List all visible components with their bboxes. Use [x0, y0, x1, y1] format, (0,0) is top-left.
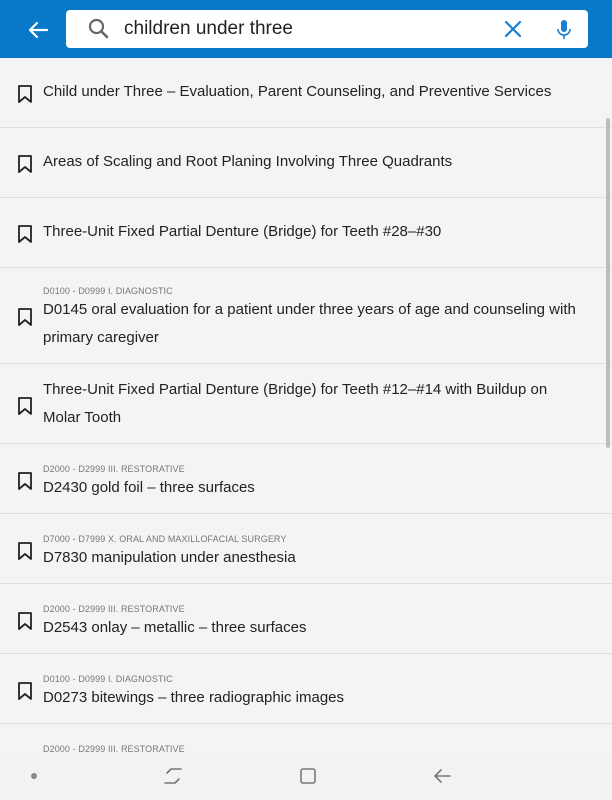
- home-square-icon: [299, 767, 317, 785]
- bookmark-icon[interactable]: [17, 542, 33, 560]
- nav-dot-button[interactable]: [22, 766, 46, 786]
- list-item[interactable]: [0, 364, 612, 444]
- list-item[interactable]: [0, 444, 612, 514]
- back-arrow-icon: [432, 768, 452, 784]
- bookmark-icon[interactable]: [17, 308, 33, 326]
- list-item[interactable]: [0, 198, 612, 268]
- result-category: D7000 - D7999 X. ORAL AND MAXILLOFACIAL SURGERY: [43, 534, 287, 544]
- result-title: Areas of Scaling and Root Planing Involving Three Quadrants: [43, 153, 453, 170]
- result-title: D2543 onlay – metallic – three surfaces: [43, 619, 307, 636]
- list-item[interactable]: [0, 128, 612, 198]
- list-item[interactable]: [0, 58, 612, 128]
- voice-search-button[interactable]: [554, 19, 574, 41]
- result-category: D2000 - D2999 III. RESTORATIVE: [43, 464, 185, 474]
- result-category: D0100 - D0999 I. DIAGNOSTIC: [43, 674, 173, 684]
- list-item[interactable]: [0, 514, 612, 584]
- search-icon: [88, 18, 109, 39]
- app-bar: [0, 0, 612, 58]
- result-title: D7830 manipulation under anesthesia: [43, 549, 296, 566]
- bookmark-icon[interactable]: [17, 155, 33, 173]
- results-list: [0, 58, 612, 752]
- list-item[interactable]: [0, 584, 612, 654]
- bookmark-icon[interactable]: [17, 682, 33, 700]
- recent-apps-button[interactable]: [161, 766, 185, 786]
- bookmark-icon[interactable]: [17, 225, 33, 243]
- result-category: D2000 - D2999 III. RESTORATIVE: [43, 744, 185, 752]
- list-item[interactable]: [0, 654, 612, 724]
- back-button[interactable]: [20, 12, 56, 48]
- home-button[interactable]: [296, 766, 320, 786]
- system-back-button[interactable]: [430, 766, 454, 786]
- search-box: [66, 10, 588, 48]
- system-nav-bar: [0, 752, 612, 800]
- bookmark-icon[interactable]: [17, 85, 33, 103]
- result-title: Three-Unit Fixed Partial Denture (Bridge) for Teeth #28–#30: [43, 223, 442, 240]
- result-title: D2430 gold foil – three surfaces: [43, 479, 255, 496]
- arrow-left-icon: [28, 21, 48, 39]
- result-category: D2000 - D2999 III. RESTORATIVE: [43, 604, 185, 614]
- list-item[interactable]: [0, 268, 612, 364]
- result-title: Three-Unit Fixed Partial Denture (Bridge) for Teeth #12–#14 with Buildup on Molar Tooth: [43, 381, 548, 426]
- result-title: D0145 oral evaluation for a patient under three years of age and counseling with primary caregiver: [43, 301, 576, 346]
- microphone-icon: [554, 19, 574, 41]
- dot-icon: [30, 772, 38, 780]
- bookmark-icon[interactable]: [17, 612, 33, 630]
- result-title: D0273 bitewings – three radiographic images: [43, 689, 345, 706]
- result-category: D0100 - D0999 I. DIAGNOSTIC: [43, 286, 173, 296]
- search-input[interactable]: [124, 14, 494, 44]
- clear-button[interactable]: [503, 19, 523, 39]
- scrollbar[interactable]: [606, 118, 610, 448]
- bookmark-icon[interactable]: [17, 472, 33, 490]
- result-title: Child under Three – Evaluation, Parent Counseling, and Preventive Services: [43, 83, 552, 100]
- close-icon: [503, 19, 523, 39]
- recent-apps-icon: [163, 767, 183, 785]
- list-item[interactable]: [0, 724, 612, 752]
- bookmark-icon[interactable]: [17, 397, 33, 415]
